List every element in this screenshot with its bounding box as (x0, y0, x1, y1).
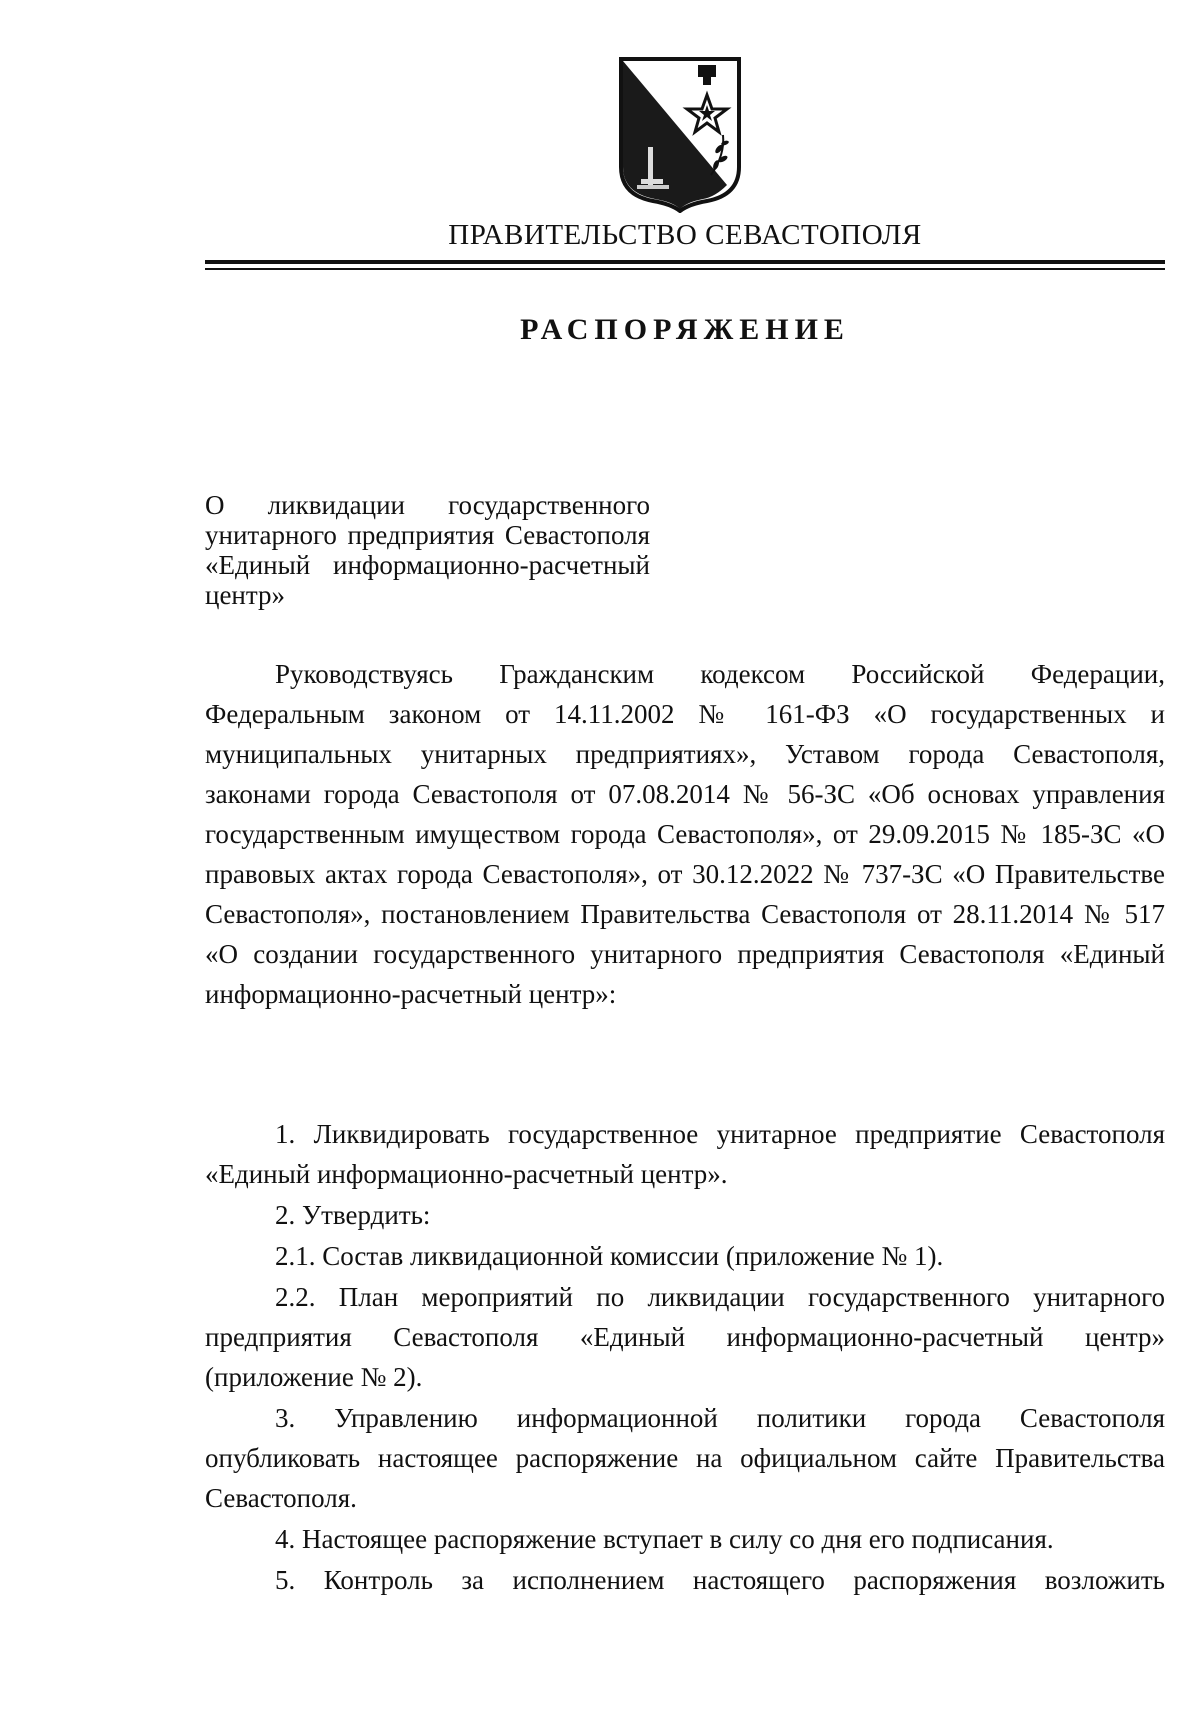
order-items (205, 1114, 1165, 1601)
document-type-heading: РАСПОРЯЖЕНИЕ (520, 313, 850, 346)
order-item-5: 5. Контроль за исполнением настоящего распоряжения возложить (275, 1565, 1165, 1595)
subject-line: О ликвидации государственного (205, 490, 650, 520)
document-subject (205, 490, 650, 610)
subject-line: «Единый информационно-расчетный (205, 550, 650, 580)
header-rule-thin (205, 268, 1165, 270)
subject-line: центр» (205, 580, 286, 610)
order-item-1: 1. Ликвидировать государственное унитарное предприятие Севастополя «Единый информационно-расчетный центр». (205, 1119, 1165, 1189)
order-item-2-2: 2.2. План мероприятий по ликвидации государственного унитарного предприятия Севастополя «Единый информационно-расчетный центр» (приложение № 2). (205, 1282, 1165, 1392)
order-item-3: 3. Управлению информационной политики города Севастополя опубликовать настоящее распоряжение на официальном сайте Правительства Севастополя. (205, 1403, 1165, 1513)
preamble-paragraph: Руководствуясь Гражданским кодексом Российской Федерации, Федеральным законом от 14.11.2002 № 161-ФЗ «О государственных и муниципальных унитарных предприятиях», Уставом города Севастополя, законами города Севастополя от 07.08.2014 № 56-ЗС «Об основах управления государственным имуществом города Севастополя», от 29.09.2015 № 185-ЗС «О правовых актах города Севастополя», от 30.12.2022 № 737-ЗС «О Правительстве Севастополя», постановлением Правительства Севастополя от 28.11.2014 № 517 «О создании государственного унитарного предприятия Севастополя «Единый информационно-расчетный центр»: (205, 659, 1165, 1009)
order-item-2-1: 2.1. Состав ликвидационной комиссии (приложение № 1). (275, 1241, 944, 1271)
preamble-section (205, 654, 1165, 1014)
order-item-2: 2. Утвердить: (275, 1200, 431, 1230)
sevastopol-coat-of-arms-icon (615, 55, 745, 213)
order-item-4: 4. Настоящее распоряжение вступает в силу со дня его подписания. (275, 1524, 1054, 1554)
subject-line: унитарного предприятия Севастополя (205, 520, 650, 550)
government-title: ПРАВИТЕЛЬСТВО СЕВАСТОПОЛЯ (448, 219, 922, 251)
header-rule-thick (205, 260, 1165, 264)
